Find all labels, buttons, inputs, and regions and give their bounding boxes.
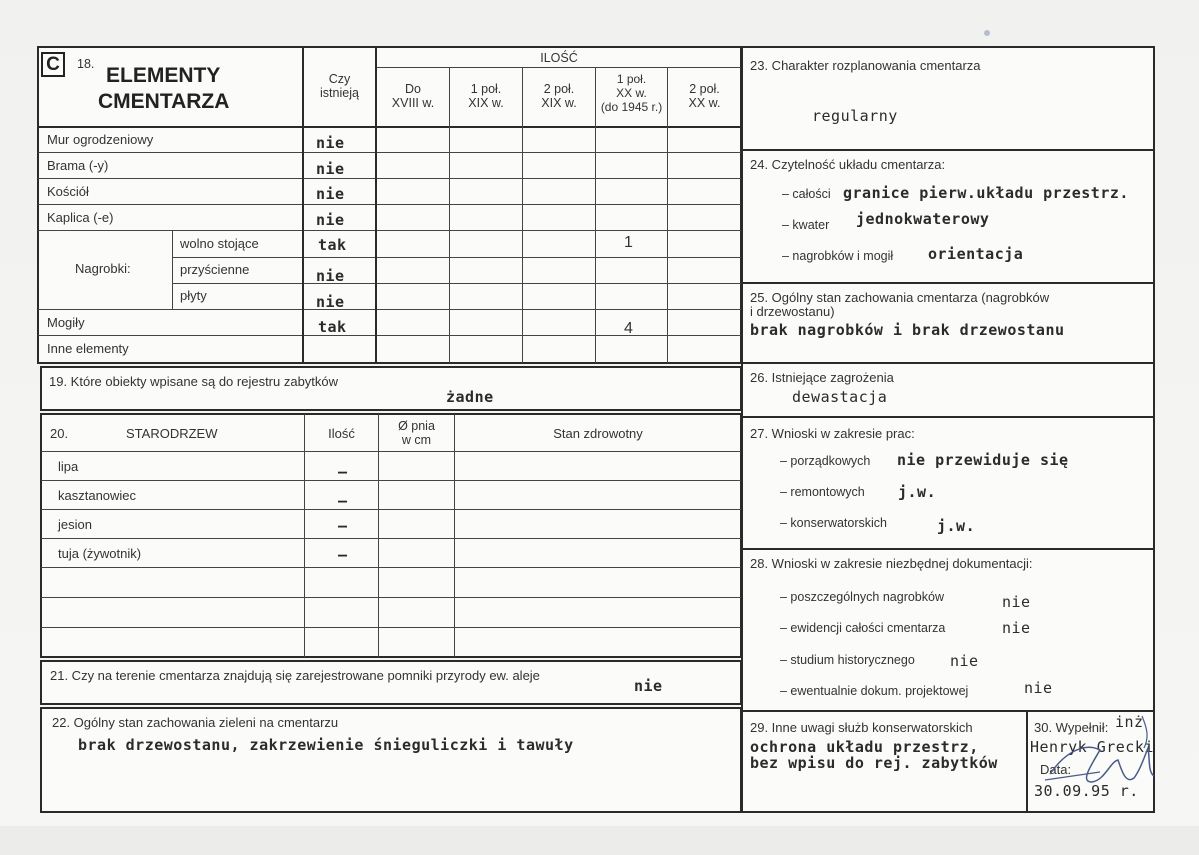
section-letter: C <box>41 52 65 77</box>
q25-label-2: i drzewostanu) <box>750 304 835 319</box>
row-label: Brama (-y) <box>47 158 109 173</box>
row-label: Kaplica (-e) <box>47 210 114 225</box>
row-label: płyty <box>180 288 207 303</box>
tree-count: – <box>338 546 348 564</box>
q27-porzadkowych-value: nie przewiduje się <box>897 451 1069 469</box>
q30-label: 30. Wypełnił: <box>1034 720 1109 735</box>
signature-icon <box>1030 712 1156 798</box>
q30-title: inż <box>1115 713 1144 731</box>
period-1-xix: 1 poł. XIX w. <box>468 82 504 111</box>
q30-name: Henryk Grecki <box>1030 738 1154 756</box>
q27-label: 27. Wnioski w zakresie prac: <box>750 426 915 441</box>
period-2-xix: 2 poł. XIX w. <box>541 82 577 111</box>
row-value: tak <box>318 318 347 336</box>
q24-calosci-value: granice pierw.układu przestrz. <box>843 184 1129 202</box>
q24-kwater-label: – kwater <box>782 218 830 232</box>
q28-item-value: nie <box>950 652 979 670</box>
row-label: Kościół <box>47 184 89 199</box>
section-number: 18. <box>77 57 95 71</box>
tree-count: – <box>338 517 348 535</box>
q21-value: nie <box>634 677 663 695</box>
section-title-1: ELEMENTY <box>106 64 221 87</box>
q27-konserwatorskich-value: j.w. <box>937 517 976 535</box>
q23-value: regularny <box>812 107 898 125</box>
row-value: nie <box>316 134 345 152</box>
row-label: Mur ogrodzeniowy <box>47 132 154 147</box>
tree-name: kasztanowiec <box>58 488 137 503</box>
q21-label: 21. Czy na terenie cmentarza znajdują się zarejestrowane pomniki przyrody ew. aleje <box>50 668 540 683</box>
period-xviii: Do XVIII w. <box>391 82 435 111</box>
q28-item-label: – poszczególnych nagrobków <box>780 590 944 604</box>
q20-col-pnia: Ø pnia w cm <box>398 419 435 448</box>
q27-konserwatorskich-label: – konserwatorskich <box>780 516 887 530</box>
period-1-xx: 1 poł. XX w. (do 1945 r.) <box>600 72 663 114</box>
q22-value: brak drzewostanu, zakrzewienie śnieguliczki i tawuły <box>78 736 574 754</box>
count-1-xx: 4 <box>624 320 633 337</box>
q28-item-label: – ewidencji całości cmentarza <box>780 621 946 635</box>
q30-date-label: Data: <box>1040 762 1072 777</box>
q24-label: 24. Czytelność układu cmentarza: <box>750 157 946 172</box>
q30-date: 30.09.95 r. <box>1034 782 1139 800</box>
q23-label: 23. Charakter rozplanowania cmentarza <box>750 58 981 73</box>
row-value: nie <box>316 185 345 203</box>
row-label: Mogiły <box>47 315 85 330</box>
period-2-xx: 2 poł. XX w. <box>688 82 721 111</box>
tree-name: tuja (żywotnik) <box>58 546 142 561</box>
q20-title: STARODRZEW <box>126 426 218 441</box>
q29-label: 29. Inne uwagi służb konserwatorskich <box>750 720 973 735</box>
q24-calosci-label: – całości <box>782 187 831 201</box>
q20-col-stan: Stan zdrowotny <box>553 426 643 441</box>
corner-mark-icon <box>984 30 990 36</box>
section-title-2: CMENTARZA <box>98 90 230 113</box>
q22-label: 22. Ogólny stan zachowania zieleni na cmentarzu <box>52 715 339 730</box>
czy-istnieja-header: Czy istnieją <box>320 72 359 101</box>
row-label: wolno stojące <box>180 236 259 251</box>
row-label: przyścienne <box>180 262 250 277</box>
q28-item-value: nie <box>1002 619 1031 637</box>
nagrobki-label: Nagrobki: <box>75 261 131 276</box>
tree-count: – <box>338 463 348 481</box>
row-label: Inne elementy <box>47 341 129 356</box>
row-value: nie <box>316 267 345 285</box>
q29-value-2: bez wpisu do rej. zabytków <box>750 754 998 772</box>
q27-remontowych-label: – remontowych <box>780 485 865 499</box>
row-value: tak <box>318 236 347 254</box>
ilosc-header: ILOŚĆ <box>540 51 578 65</box>
tree-count: – <box>338 492 348 510</box>
q24-nagrobkow-label: – nagrobków i mogił <box>782 249 894 263</box>
tree-name: lipa <box>58 459 79 474</box>
tree-name: jesion <box>58 517 92 532</box>
q28-item-value: nie <box>1002 593 1031 611</box>
q27-porzadkowych-label: – porządkowych <box>780 454 871 468</box>
q28-item-value: nie <box>1024 679 1053 697</box>
q20-col-ilosc: Ilość <box>328 426 355 441</box>
q25-value: brak nagrobków i brak drzewostanu <box>750 321 1065 339</box>
q19-value: żadne <box>446 388 494 406</box>
q27-remontowych-value: j.w. <box>898 483 937 501</box>
q24-nagrobkow-value: orientacja <box>928 245 1024 263</box>
row-value: nie <box>316 160 345 178</box>
q28-item-label: – studium historycznego <box>780 653 915 667</box>
paper-edge <box>0 826 1199 855</box>
row-value: nie <box>316 293 345 311</box>
q26-label: 26. Istniejące zagrożenia <box>750 370 894 385</box>
q26-value: dewastacja <box>792 388 888 406</box>
q25-label-1: 25. Ogólny stan zachowania cmentarza (nagrobków <box>750 290 1050 305</box>
q28-item-label: – ewentualnie dokum. projektowej <box>780 684 969 698</box>
q28-label: 28. Wnioski w zakresie niezbędnej dokumentacji: <box>750 556 1033 571</box>
q20-number: 20. <box>50 426 69 441</box>
q19-label: 19. Które obiekty wpisane są do rejestru zabytków <box>49 374 339 389</box>
q24-kwater-value: jednokwaterowy <box>856 210 990 228</box>
count-1-xx: 1 <box>624 234 633 251</box>
row-value: nie <box>316 211 345 229</box>
starodrzew-table <box>40 413 742 658</box>
q29-value-1: ochrona układu przestrz, <box>750 738 979 756</box>
